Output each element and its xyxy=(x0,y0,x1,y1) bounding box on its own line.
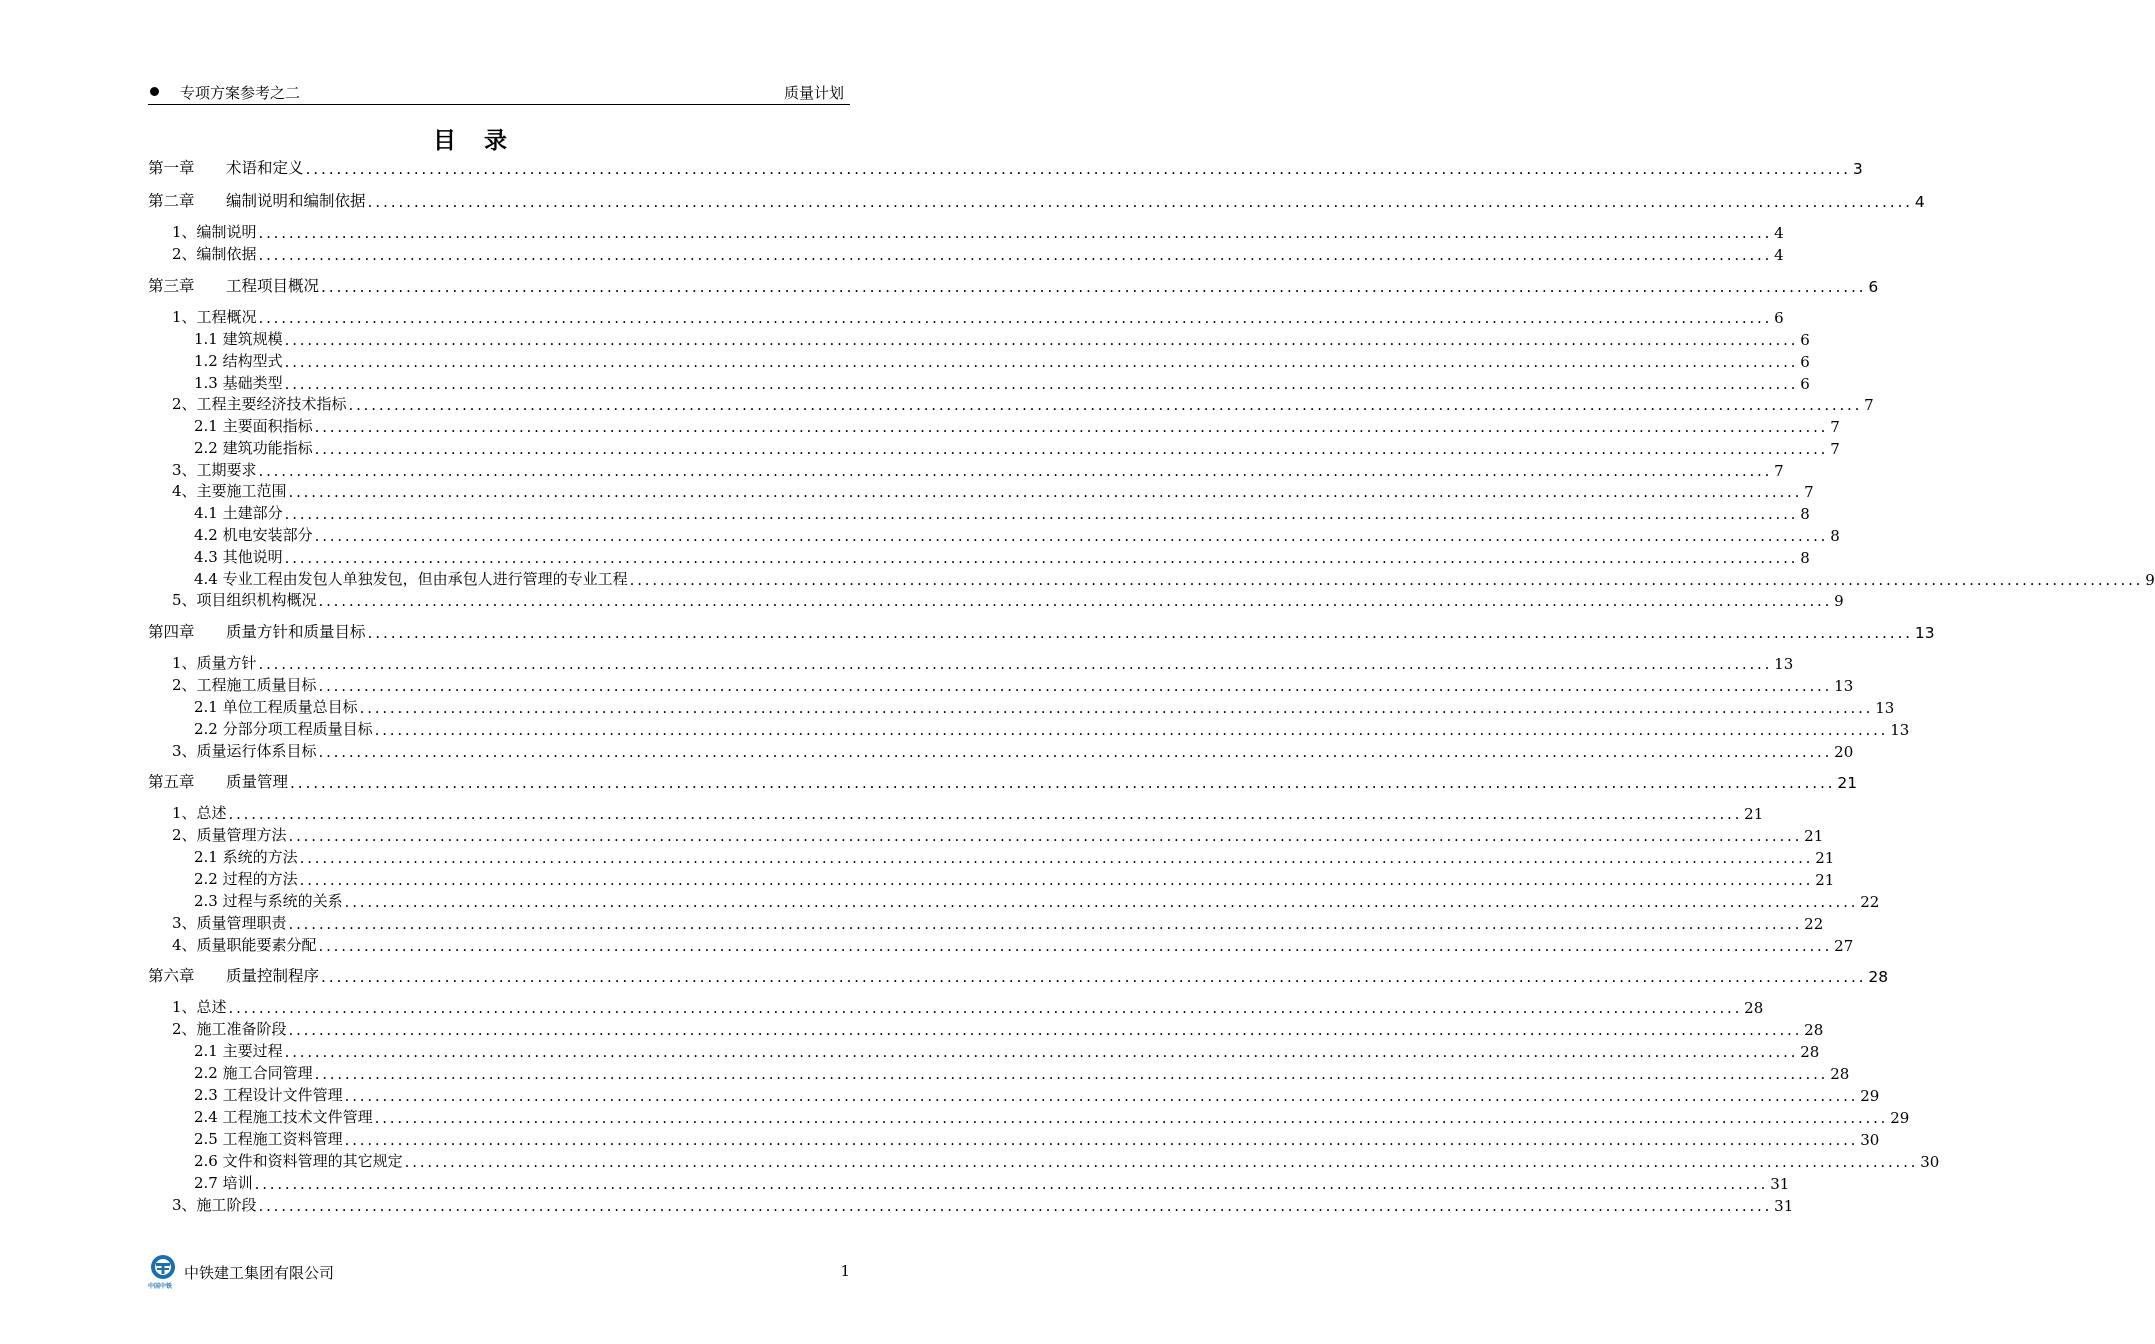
toc-page-number: 7 xyxy=(1774,462,1784,480)
toc-leader-dots: ........................................................................................................................................................................................................ xyxy=(258,655,1773,673)
header-right-title: 质量计划 xyxy=(783,84,844,102)
logo-caption: 中国中铁 xyxy=(148,1283,173,1290)
toc-entry[interactable] xyxy=(148,1085,1880,1105)
toc-page-number: 6 xyxy=(1800,353,1810,371)
toc-page-number: 4 xyxy=(1774,246,1784,264)
toc-entry[interactable] xyxy=(148,803,1764,823)
toc-entry[interactable] xyxy=(148,719,1910,739)
toc-leader-dots: ........................................................................................................................................................................................................ xyxy=(629,571,2144,589)
toc-entry[interactable] xyxy=(148,653,1794,673)
toc-entry[interactable] xyxy=(148,935,1854,955)
toc-leader-dots: ........................................................................................................................................................................................................ xyxy=(318,937,1833,955)
toc-leader-dots: ........................................................................................................................................................................................................ xyxy=(284,375,1799,393)
footer-page-number: 1 xyxy=(840,1262,850,1280)
toc-page-number: 21 xyxy=(1744,805,1764,823)
toc-entry[interactable] xyxy=(148,825,1824,845)
toc-entry[interactable] xyxy=(148,891,1880,911)
toc-leader-dots: ........................................................................................................................................................................................................ xyxy=(299,871,1814,889)
toc-chapter-entry[interactable] xyxy=(148,772,1858,792)
toc-entry-label: 1、总述 xyxy=(172,804,227,822)
page-header xyxy=(148,80,850,105)
toc-entry[interactable] xyxy=(148,675,1854,695)
toc-entry[interactable] xyxy=(148,351,1810,371)
toc-entry-label: 4.3 其他说明 xyxy=(194,548,283,566)
toc-page-number: 13 xyxy=(1774,655,1794,673)
toc-page-number: 4 xyxy=(1914,193,1925,211)
toc-entry-label: 2、施工准备阶段 xyxy=(172,1020,287,1038)
toc-page-number: 27 xyxy=(1834,937,1854,955)
toc-leader-dots: ........................................................................................................................................................................................................ xyxy=(228,999,1743,1017)
toc-leader-dots: ........................................................................................................................................................................................................ xyxy=(288,483,1803,501)
toc-page-number: 8 xyxy=(1800,505,1810,523)
toc-leader-dots: ........................................................................................................................................................................................................ xyxy=(288,1021,1803,1039)
toc-entry-label: 2.7 培训 xyxy=(194,1174,253,1192)
toc-leader-dots: ........................................................................................................................................................................................................ xyxy=(344,1131,1859,1149)
toc-leader-dots: ........................................................................................................................................................................................................ xyxy=(374,1109,1889,1127)
toc-page-number: 29 xyxy=(1860,1087,1880,1105)
toc-page-number: 30 xyxy=(1860,1131,1880,1149)
toc-entry[interactable] xyxy=(148,1129,1880,1149)
toc-entry[interactable] xyxy=(148,438,1840,458)
toc-chapter-entry[interactable] xyxy=(148,191,1925,211)
toc-entry-label: 2.4 工程施工技术文件管理 xyxy=(194,1108,373,1126)
toc-entry-label: 1、质量方针 xyxy=(172,654,257,672)
toc-leader-dots: ........................................................................................................................................................................................................ xyxy=(284,331,1799,349)
toc-entry-label: 2、工程施工质量目标 xyxy=(172,676,317,694)
toc-page-number: 9 xyxy=(2145,571,2155,589)
toc-chapter-title: 工程项目概况 xyxy=(226,277,320,295)
toc-entry[interactable] xyxy=(148,590,1844,610)
toc-leader-dots: ........................................................................................................................................................................................................ xyxy=(284,505,1799,523)
toc-entry-label: 4.2 机电安装部分 xyxy=(194,526,313,544)
toc-title: 目 录 xyxy=(432,128,517,154)
toc-page-number: 28 xyxy=(1868,968,1889,986)
header-left-title: 专项方案参考之二 xyxy=(180,84,301,102)
toc-page-number: 31 xyxy=(1774,1197,1794,1215)
toc-chapter-number: 第二章 xyxy=(148,192,195,210)
toc-page-number: 4 xyxy=(1774,224,1784,242)
toc-page-number: 22 xyxy=(1804,915,1824,933)
toc-entry[interactable] xyxy=(148,1107,1910,1127)
toc-page-number: 28 xyxy=(1744,999,1764,1017)
toc-entry-label: 2.2 过程的方法 xyxy=(194,870,298,888)
toc-entry-label: 2.2 建筑功能指标 xyxy=(194,439,313,457)
toc-page-number: 13 xyxy=(1875,699,1895,717)
toc-page-number: 9 xyxy=(1834,592,1844,610)
toc-entry[interactable] xyxy=(148,697,1895,717)
toc-page-number: 8 xyxy=(1800,549,1810,567)
toc-leader-dots: ........................................................................................................................................................................................................ xyxy=(344,893,1859,911)
toc-leader-dots: ........................................................................................................................................................................................................ xyxy=(288,915,1803,933)
toc-entry-label: 1.1 建筑规模 xyxy=(194,330,283,348)
toc-entry-label xyxy=(148,274,319,296)
toc-leader-dots: ........................................................................................................................................................................................................ xyxy=(284,549,1799,567)
toc-page-number: 13 xyxy=(1834,677,1854,695)
toc-entry-label: 2、质量管理方法 xyxy=(172,826,287,844)
toc-leader-dots: ........................................................................................................................................................................................................ xyxy=(318,743,1833,761)
toc-chapter-title: 质量方针和质量目标 xyxy=(226,623,366,641)
toc-entry-label: 1.2 结构型式 xyxy=(194,352,283,370)
toc-leader-dots: ........................................................................................................................................................................................................ xyxy=(228,805,1743,823)
toc-leader-dots: ........................................................................................................................................................................................................ xyxy=(284,353,1799,371)
toc-leader-dots: ........................................................................................................................................................................................................ xyxy=(314,418,1829,436)
toc-entry[interactable] xyxy=(148,481,1814,501)
toc-leader-dots: ........................................................................................................................................................................................................ xyxy=(348,396,1863,414)
toc-chapter-title: 编制说明和编制依据 xyxy=(226,192,366,210)
toc-entry[interactable] xyxy=(148,244,1784,264)
toc-entry-label: 2.6 文件和资料管理的其它规定 xyxy=(194,1152,403,1170)
toc-chapter-number: 第三章 xyxy=(148,277,195,295)
toc-entry[interactable] xyxy=(148,1041,1820,1061)
toc-entry-label: 1.3 基础类型 xyxy=(194,374,283,392)
toc-entry-label: 1、总述 xyxy=(172,998,227,1016)
toc-page-number: 7 xyxy=(1830,418,1840,436)
footer-company-name: 中铁建工集团有限公司 xyxy=(184,1264,335,1282)
toc-entry[interactable] xyxy=(148,525,1840,545)
toc-entry[interactable] xyxy=(148,1063,1850,1083)
toc-leader-dots: ........................................................................................................................................................................................................ xyxy=(314,527,1829,545)
toc-chapter-entry[interactable] xyxy=(148,966,1889,986)
toc-entry-label: 2.3 过程与系统的关系 xyxy=(194,892,343,910)
toc-page-number: 29 xyxy=(1890,1109,1910,1127)
toc-entry-label: 2.1 主要过程 xyxy=(194,1042,283,1060)
toc-leader-dots: ........................................................................................................................................................................................................ xyxy=(258,1197,1773,1215)
toc-entry[interactable] xyxy=(148,416,1840,436)
toc-leader-dots: ........................................................................................................................................................................................................ xyxy=(359,699,1874,717)
toc-chapter-entry[interactable] xyxy=(148,276,1879,296)
toc-page-number: 3 xyxy=(1852,160,1863,178)
toc-entry-label: 2.1 主要面积指标 xyxy=(194,417,313,435)
toc-chapter-number: 第一章 xyxy=(148,159,195,177)
toc-page-number: 6 xyxy=(1774,309,1784,327)
toc-chapter-title: 术语和定义 xyxy=(226,159,304,177)
toc-entry[interactable] xyxy=(148,394,1874,414)
toc-leader-dots: ........................................................................................................................................................................................................ xyxy=(314,440,1829,458)
toc-leader-dots: ........................................................................................................................................................................................................ xyxy=(284,1043,1799,1061)
toc-leader-dots: ........................................................................................................................................................................................................ xyxy=(254,1175,1769,1193)
toc-entry[interactable] xyxy=(148,741,1854,761)
toc-leader-dots: ........................................................................................................................................................................................................ xyxy=(321,278,1867,296)
bullet-icon xyxy=(150,87,159,96)
toc-entry-label: 2.3 工程设计文件管理 xyxy=(194,1086,343,1104)
toc-entry[interactable] xyxy=(148,913,1824,933)
toc-entry[interactable] xyxy=(148,1173,1790,1193)
toc-entry[interactable] xyxy=(148,222,1784,242)
toc-chapter-number: 第五章 xyxy=(148,773,195,791)
toc-leader-dots: ........................................................................................................................................................................................................ xyxy=(321,968,1867,986)
toc-entry[interactable] xyxy=(148,503,1810,523)
toc-entry-label xyxy=(148,964,319,986)
toc-leader-dots: ........................................................................................................................................................................................................ xyxy=(258,462,1773,480)
toc-entry[interactable] xyxy=(148,373,1810,393)
toc-page-number: 31 xyxy=(1770,1175,1790,1193)
toc-leader-dots: ........................................................................................................................................................................................................ xyxy=(288,827,1803,845)
toc-page-number: 7 xyxy=(1804,483,1814,501)
toc-page-number: 7 xyxy=(1864,396,1874,414)
toc-entry-label: 4.1 土建部分 xyxy=(194,504,283,522)
toc-entry[interactable] xyxy=(148,460,1784,480)
page-footer xyxy=(148,1254,850,1294)
toc-entry-label: 3、质量运行体系目标 xyxy=(172,742,317,760)
toc-page-number: 21 xyxy=(1837,774,1858,792)
toc-entry-label xyxy=(148,156,304,178)
toc-leader-dots: ........................................................................................................................................................................................................ xyxy=(305,160,1851,178)
toc-entry-label: 1、编制说明 xyxy=(172,223,257,241)
toc-chapter-title: 质量管理 xyxy=(226,773,289,791)
toc-entry[interactable] xyxy=(148,547,1810,567)
toc-chapter-number: 第六章 xyxy=(148,967,195,985)
toc-leader-dots: ........................................................................................................................................................................................................ xyxy=(367,193,1913,211)
toc-leader-dots: ........................................................................................................................................................................................................ xyxy=(404,1153,1919,1171)
toc-entry-label: 2.1 系统的方法 xyxy=(194,848,298,866)
toc-entry-label xyxy=(148,620,366,642)
toc-entry-label: 1、工程概况 xyxy=(172,308,257,326)
toc-page-number: 28 xyxy=(1830,1065,1850,1083)
toc-leader-dots: ........................................................................................................................................................................................................ xyxy=(344,1087,1859,1105)
toc-entry[interactable] xyxy=(148,1019,1824,1039)
toc-entry-label: 2.2 分部分项工程质量目标 xyxy=(194,720,373,738)
toc-chapter-entry[interactable] xyxy=(148,158,1863,178)
toc-entry[interactable] xyxy=(148,569,2155,589)
toc-page-number: 21 xyxy=(1804,827,1824,845)
toc-entry[interactable] xyxy=(148,869,1835,889)
toc-entry-label: 2.1 单位工程质量总目标 xyxy=(194,698,358,716)
toc-page-number: 28 xyxy=(1800,1043,1820,1061)
toc-page-number: 13 xyxy=(1890,721,1910,739)
toc-entry-label: 2、编制依据 xyxy=(172,245,257,263)
toc-page-number: 6 xyxy=(1868,278,1879,296)
toc-page-number: 8 xyxy=(1830,527,1840,545)
toc-entry-label: 4、主要施工范围 xyxy=(172,482,287,500)
toc-leader-dots: ........................................................................................................................................................................................................ xyxy=(258,309,1773,327)
toc-page-number: 28 xyxy=(1804,1021,1824,1039)
toc-leader-dots: ........................................................................................................................................................................................................ xyxy=(258,224,1773,242)
toc-leader-dots: ........................................................................................................................................................................................................ xyxy=(290,774,1836,792)
toc-entry[interactable] xyxy=(148,1151,1940,1171)
toc-entry-label: 4.4 专业工程由发包人单独发包，但由承包人进行管理的专业工程 xyxy=(194,570,628,588)
toc-entry[interactable] xyxy=(148,307,1784,327)
toc-entry-label xyxy=(148,189,366,211)
toc-leader-dots: ........................................................................................................................................................................................................ xyxy=(318,677,1833,695)
toc-leader-dots: ........................................................................................................................................................................................................ xyxy=(314,1065,1829,1083)
toc-chapter-number: 第四章 xyxy=(148,623,195,641)
toc-entry[interactable] xyxy=(148,997,1764,1017)
toc-page-number: 21 xyxy=(1815,871,1835,889)
toc-entry-label: 3、工期要求 xyxy=(172,461,257,479)
toc-page-number: 13 xyxy=(1914,624,1935,642)
toc-entry-label: 2.2 施工合同管理 xyxy=(194,1064,313,1082)
toc-leader-dots: ........................................................................................................................................................................................................ xyxy=(258,246,1773,264)
toc-entry-label xyxy=(148,770,288,792)
toc-entry[interactable] xyxy=(148,329,1810,349)
toc-chapter-entry[interactable] xyxy=(148,622,1935,642)
toc-page-number: 20 xyxy=(1834,743,1854,761)
toc-chapter-title: 质量控制程序 xyxy=(226,967,320,985)
toc-page-number: 6 xyxy=(1800,375,1810,393)
toc-page-number: 22 xyxy=(1860,893,1880,911)
toc-leader-dots: ........................................................................................................................................................................................................ xyxy=(299,849,1814,867)
toc-entry-label: 3、施工阶段 xyxy=(172,1196,257,1214)
toc-leader-dots: ........................................................................................................................................................................................................ xyxy=(367,624,1913,642)
toc-leader-dots: ........................................................................................................................................................................................................ xyxy=(318,592,1833,610)
toc-entry-label: 3、质量管理职责 xyxy=(172,914,287,932)
toc-page-number: 6 xyxy=(1800,331,1810,349)
toc-page-number: 7 xyxy=(1830,440,1840,458)
toc-entry-label: 5、项目组织机构概况 xyxy=(172,591,317,609)
toc-entry-label: 2、工程主要经济技术指标 xyxy=(172,395,347,413)
toc-page-number: 30 xyxy=(1920,1153,1940,1171)
toc-entry[interactable] xyxy=(148,1195,1794,1215)
toc-page-number: 21 xyxy=(1815,849,1835,867)
toc-entry-label: 2.5 工程施工资料管理 xyxy=(194,1130,343,1148)
toc-entry-label: 4、质量职能要素分配 xyxy=(172,936,317,954)
toc-entry[interactable] xyxy=(148,847,1835,867)
toc-leader-dots: ........................................................................................................................................................................................................ xyxy=(374,721,1889,739)
